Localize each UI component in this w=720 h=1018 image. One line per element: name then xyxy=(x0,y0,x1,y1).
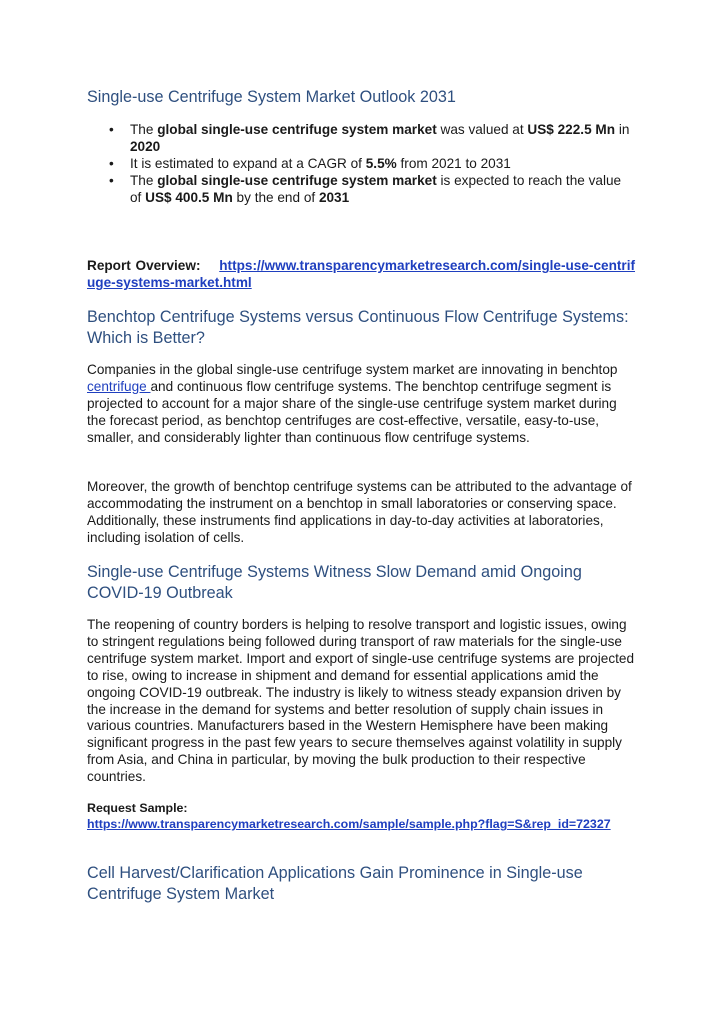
list-item: • The global single-use centrifuge system market is expected to reach the value of US$ 400.5 Mn by the end of 2031 xyxy=(109,172,622,205)
bullet-icon: • xyxy=(109,155,114,171)
paragraph-covid: The reopening of country borders is helping to resolve transport and logistic issues, owing to stringent regulations being followed during transport of raw materials for the single-use centrifuge system market. Import and export of single-use centrifuge systems are projected to rise, owing to increase in shipment and demand for essential applications amid the ongoing COVID-19 outbreak. The industry is likely to witness steady expansion driven by the increase in the demand for systems and better resolution of supply chain issues in various countries. Manufacturers based in the Western Hemisphere have been making significant progress in the past few years to secure themselves against volatility in supply from Asia, and China in particular, by moving the bulk production to their respective countries. xyxy=(87,617,635,785)
section-heading-covid: Single-use Centrifuge Systems Witness Slow Demand amid Ongoing COVID-19 Outbreak xyxy=(87,563,582,602)
report-overview-label: Report Overview: xyxy=(87,258,201,273)
request-sample xyxy=(87,800,635,832)
paragraph-benchtop-2: Moreover, the growth of benchtop centrifuge systems can be attributed to the advantage of accommodating the instrument on a benchtop in small laboratories or conserving space. Additionally, these instruments find applications in day-to-day activities at laboratories, including isolation of cells. xyxy=(87,479,632,545)
report-overview-link[interactable]: https://www.transparencymarketresearch.com/single-use-centrifuge-systems-market.html xyxy=(87,258,636,290)
bullet-icon: • xyxy=(109,122,114,137)
page-title: Single-use Centrifuge System Market Outlook 2031 xyxy=(87,88,456,106)
request-sample-link[interactable]: https://www.transparencymarketresearch.com/sample/sample.php?flag=S&rep_id=72327 xyxy=(87,817,611,831)
section-heading-cell-harvest: Cell Harvest/Clarification Applications Gain Prominence in Single-use Centrifuge System Market xyxy=(87,864,583,903)
report-overview xyxy=(87,257,635,291)
centrifuge-link[interactable]: centrifuge xyxy=(87,378,151,394)
key-facts-list xyxy=(87,122,635,207)
list-item: • The global single-use centrifuge system market was valued at US$ 222.5 Mn in 2020 xyxy=(109,122,630,154)
section-heading-benchtop: Benchtop Centrifuge Systems versus Continuous Flow Centrifuge Systems: Which is Better? xyxy=(87,308,629,347)
list-item: • It is estimated to expand at a CAGR of 5.5% from 2021 to 2031 xyxy=(109,155,511,171)
paragraph-benchtop-1: Companies in the global single-use centrifuge system market are innovating in benchtop centrifuge and continuous flow centrifuge systems. The benchtop centrifuge segment is projected to account for a major share of the single-use centrifuge system market during the forecast period, as benchtop centrifuges are cost-effective, versatile, easy-to-use, smaller, and considerably lighter than continuous flow centrifuge systems. xyxy=(87,362,618,445)
bullet-icon: • xyxy=(109,172,114,188)
request-sample-label: Request Sample: xyxy=(87,801,188,815)
